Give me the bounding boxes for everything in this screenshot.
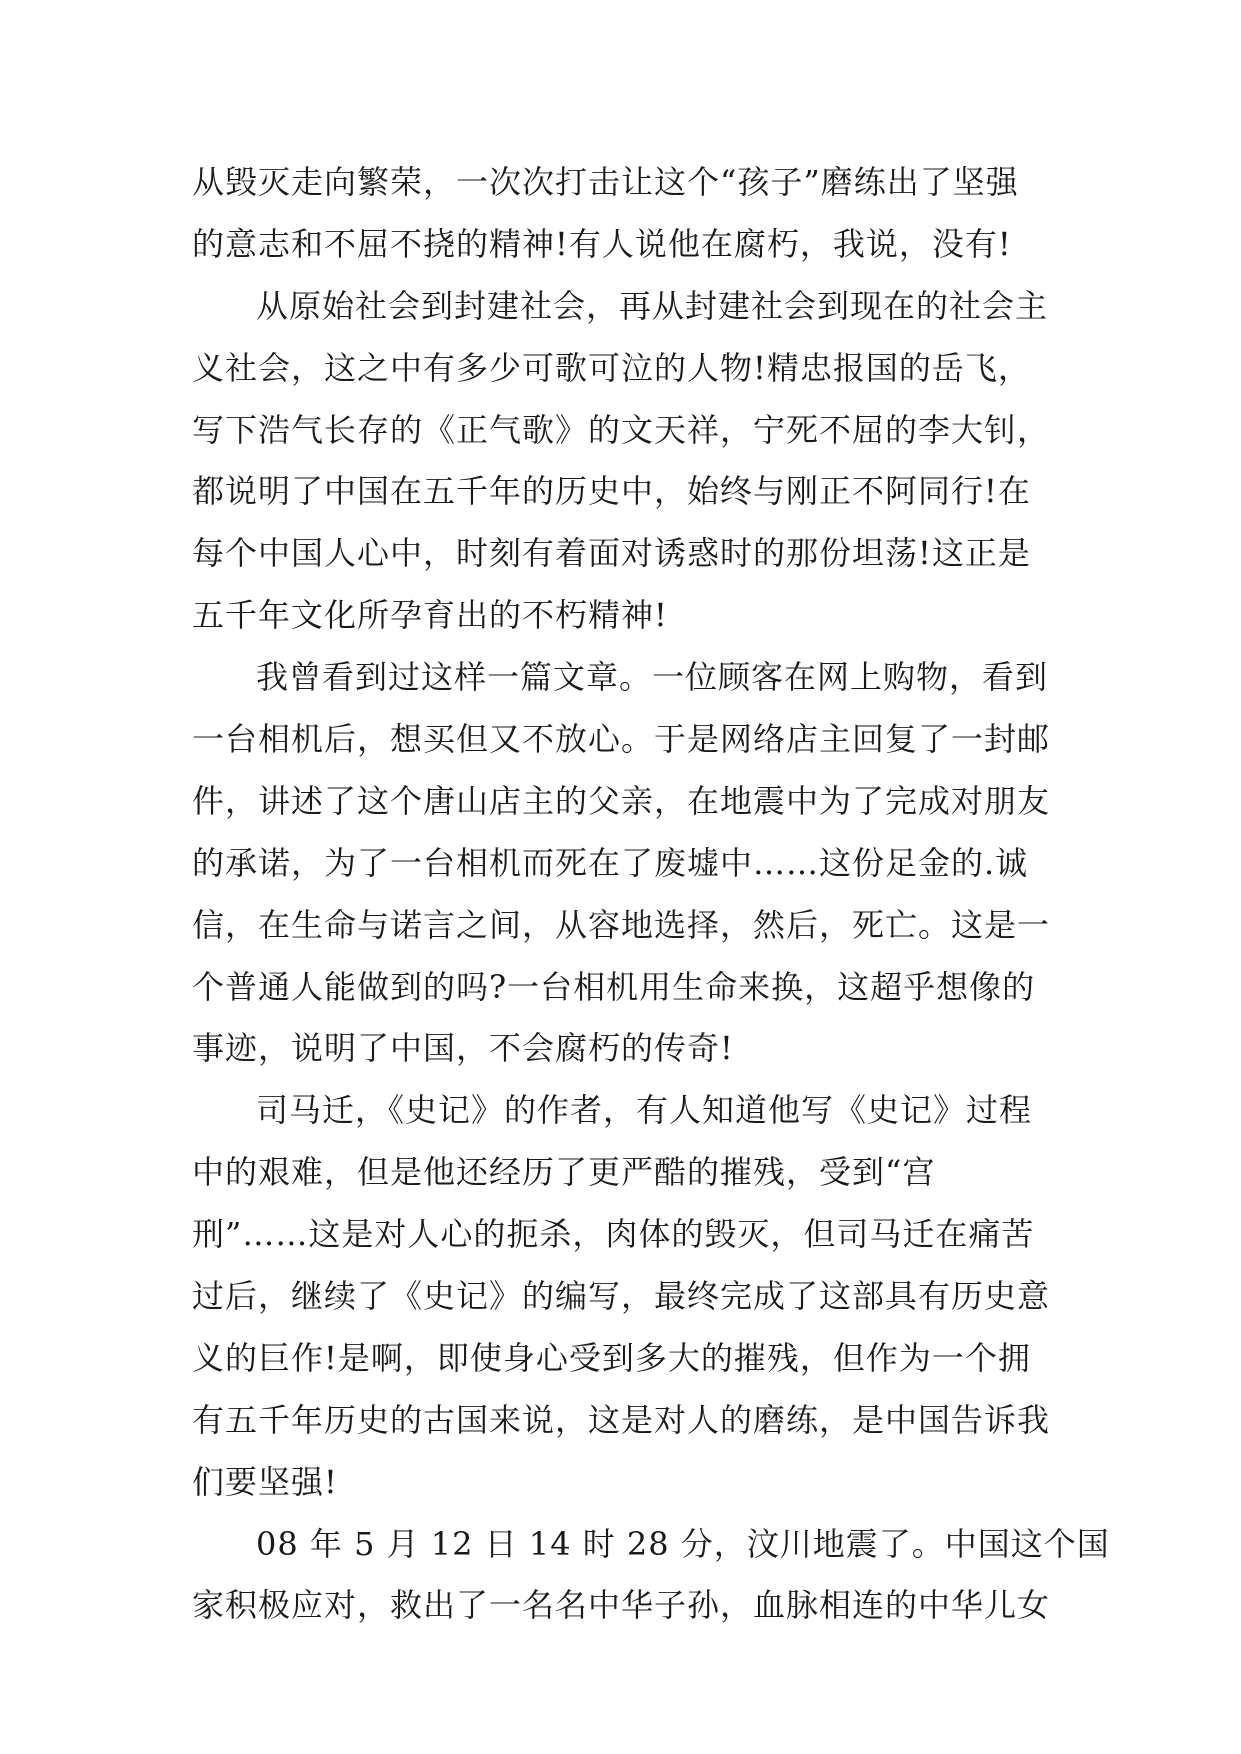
text-line: 五千年文化所孕育出的不朽精神! (192, 596, 668, 635)
text-line: 的承诺，为了一台相机而死在了废墟中……这份足金的.诚 (192, 843, 1029, 882)
text-line: 家积极应对，救出了一名名中华子孙，血脉相连的中华儿女 (192, 1586, 1051, 1625)
text-line: 义社会，这之中有多少可歌可泣的人物!精忠报国的岳飞， (192, 348, 1031, 387)
paragraph-first-line: 司马迁，《史记》的作者，有人知道他写《史记》过程 (256, 1091, 1033, 1130)
text-line: 一台相机后，想买但又不放心。于是网络店主回复了一封邮 (192, 720, 1051, 759)
paragraph-first-line: 我曾看到过这样一篇文章。一位顾客在网上购物，看到 (256, 658, 1049, 697)
document-body (192, 162, 1110, 1647)
text-line: 都说明了中国在五千年的历史中，始终与刚正不阿同行!在 (192, 472, 1031, 511)
text-line: 中的艰难，但是他还经历了更严酷的摧残，受到“宫 (192, 1153, 936, 1192)
text-line: 过后，继续了《史记》的编写，最终完成了这部具有历史意 (192, 1277, 1051, 1316)
text-line: 个普通人能做到的吗?一台相机用生命来换，这超乎想像的 (192, 967, 1036, 1006)
text-line: 件，讲述了这个唐山店主的父亲，在地震中为了完成对朋友 (192, 781, 1051, 820)
text-line: 有五千年历史的古国来说，这是对人的磨练，是中国告诉我 (192, 1400, 1051, 1439)
text-line: 义的巨作!是啊，即使身心受到多大的摧残，但作为一个拥 (192, 1338, 1031, 1377)
text-line: 写下浩气长存的《正气歌》的文天祥，宁死不屈的李大钊， (192, 410, 1051, 449)
text-line: 的意志和不屈不挠的精神!有人说他在腐朽，我说，没有! (192, 224, 1012, 263)
text-line: 们要坚强! (192, 1462, 338, 1501)
text-line: 事迹，说明了中国，不会腐朽的传奇! (192, 1029, 734, 1068)
paragraph-first-line: 从原始社会到封建社会，再从封建社会到现在的社会主 (256, 286, 1049, 325)
text-line: 从毁灭走向繁荣，一次次打击让这个“孩子”磨练出了坚强 (192, 163, 1019, 201)
text-line: 信，在生命与诺言之间，从容地选择，然后，死亡。这是一 (192, 905, 1051, 944)
text-line: 刑”……这是对人心的扼杀，肉体的毁灭，但司马迁在痛苦 (192, 1215, 1035, 1254)
paragraph-first-line: 08 年 5 月 12 日 14 时 28 分，汶川地震了。中国这个国 (256, 1524, 1110, 1563)
text-line: 每个中国人心中，时刻有着面对诱惑时的那份坦荡!这正是 (192, 534, 1031, 573)
